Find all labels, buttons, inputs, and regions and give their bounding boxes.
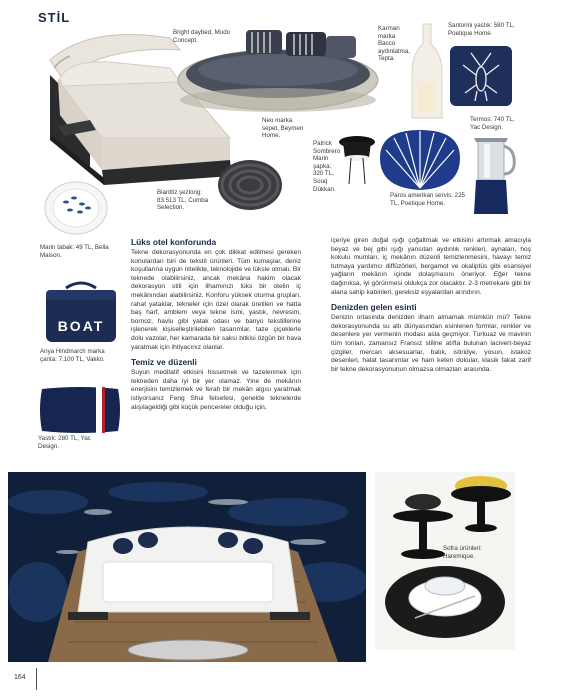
section-title: STİL [38, 10, 71, 25]
caption-patrick: Patrick Sombrero Marin şapka: 320 TL, Souq Dükkan. [313, 140, 341, 193]
caption-marin: Marin tabak: 49 TL, Bella Maison. [40, 244, 109, 259]
tableware-photo [375, 472, 515, 650]
lobster-pillow-image [449, 45, 513, 107]
caption-yastik: Yastık: 280 TL, Yac Design. [38, 435, 91, 450]
bottle-lamp-image [410, 22, 444, 122]
fish-plate-image [44, 180, 108, 236]
page-number: 164 [14, 674, 26, 681]
article-column-left [131, 237, 301, 417]
navy-cushion-image [38, 385, 122, 435]
rope-basket-image [217, 158, 283, 212]
page-divider [36, 668, 37, 690]
paragraph-temiz: Suyun meditatif etkisini hissetmek ve tazelenmek için tekneden daha iyi bir yer olamaz. Yine de mekânın enerjisini temizlemek ve ferah bir mekân algısı yaratmak istiyorsanız Feng Shui felsefesi, genelde teknelerde alışılageldiği gibi küçük pencereler olduğu için, [131, 369, 301, 411]
sailor-hat-image [337, 128, 377, 188]
heading-denizden: Denizden gelen esinti [331, 302, 417, 313]
round-sofa-image [176, 26, 381, 116]
caption-daybed: Bright daybed, Mudo Concept. [173, 29, 231, 44]
bag-label: BOAT [57, 318, 105, 334]
caption-karman: Karman marka Bacco aydınlatma, Tepta. [378, 25, 410, 63]
caption-bianttiz: Bianttiz şezlong: 83.513 TL, Cumba Selection. [157, 189, 209, 212]
article-column-right [331, 237, 531, 379]
thermos-image [470, 134, 518, 216]
caption-anya: Anya Hindmarch marka çanta: 7.100 TL, Vakko. [40, 348, 105, 363]
yacht-deck-photo [8, 472, 366, 662]
heading-luks: Lüks otel konforunda [131, 237, 217, 247]
heading-temiz: Temiz ve düzenli [131, 357, 197, 368]
caption-paros: Paros amerikan servis: 225 TL, Poetique Home. [390, 192, 465, 207]
paragraph-denizden: Denizin ortasında denizden ilham almamak mümkün mü? Tekne dekorasyonunda su altı dünyasından esinlenen formlar, renkler ve desenlere yer vermenin modası asla geçmiyor. Turkuaz ve mavinin tüm tonları, zamansız Fransız stiline atıfta bulunan lacivert-beyaz çizgiler, mercan aksesuarlar, balık, istiridye, yosun, istakoz desenleri, halat tasarımlar ve ham keten dokular, klasik fakat zarif bir tekne dekorasyonunun olmazsa olmazları arasında. [331, 314, 531, 373]
boat-bag-image [44, 280, 118, 344]
caption-basket: Neo marka sepet, Beymen Home. [262, 117, 304, 140]
paragraph-continued: içeriye giren doğal ışığı çoğaltmak ve etkisini artırmak amacıyla beyaz ve bej gibi ışığı yansıtan aydınlık renkleri, aynaları, hoş kokulu mumları, iç mekânın düzenli temizlenmesini, havayı temiz tutmaya yardımcı diffüzörleri, bergamot ve okaliptüs gibi esansiyel yağların mekânın içinde dolaşmasını öneriyor. Eğer tekne dağınıksa, iyi görünmesi oldukça zor olacaktır. 2-3 metrekare gibi bir alana sahip kabinleri, gereksiz eşyalardan arındırın. [331, 237, 531, 296]
caption-santorini: Santorini yastık: 580 TL, Poetique Home. [448, 22, 515, 37]
caption-termos: Termos: 740 TL, Yac Design. [470, 116, 515, 131]
shell-placemat-image [378, 128, 462, 192]
caption-sofra: Sofra ürünleri: Haremique. [443, 545, 482, 560]
paragraph-luks: Tekne dekorasyonunda en çok dikkat edilmesi gereken konulardan biri de tekstil ürünleri. Tüm kumaşlar, deniz koşullarına uygun nitelikte, teknolojide ve lüksle olmalı. Bir teknede olabilirsiniz, ancak mekâna hakim olacak dekorasyon stili için ilhamınızı lüks bir otelin iç mekânından alabilirsiniz. Konforu yüksek oturma grupları, rahat yataklar, tekneler için özel olarak üretilen ve hatta baş harf, amblem veya tekne ismi, yastık, nevresim, bornoz, havlu gibi yatak odası ve banyo tekstillerine işlenerek kişiselleştirilebilen tasarımlar, taze çiçeklerle dolu vazolar, her kamarada bir saksı bitkisi özgün bir hava yaratmak için ihtiyacınız olanlar. [131, 249, 301, 351]
